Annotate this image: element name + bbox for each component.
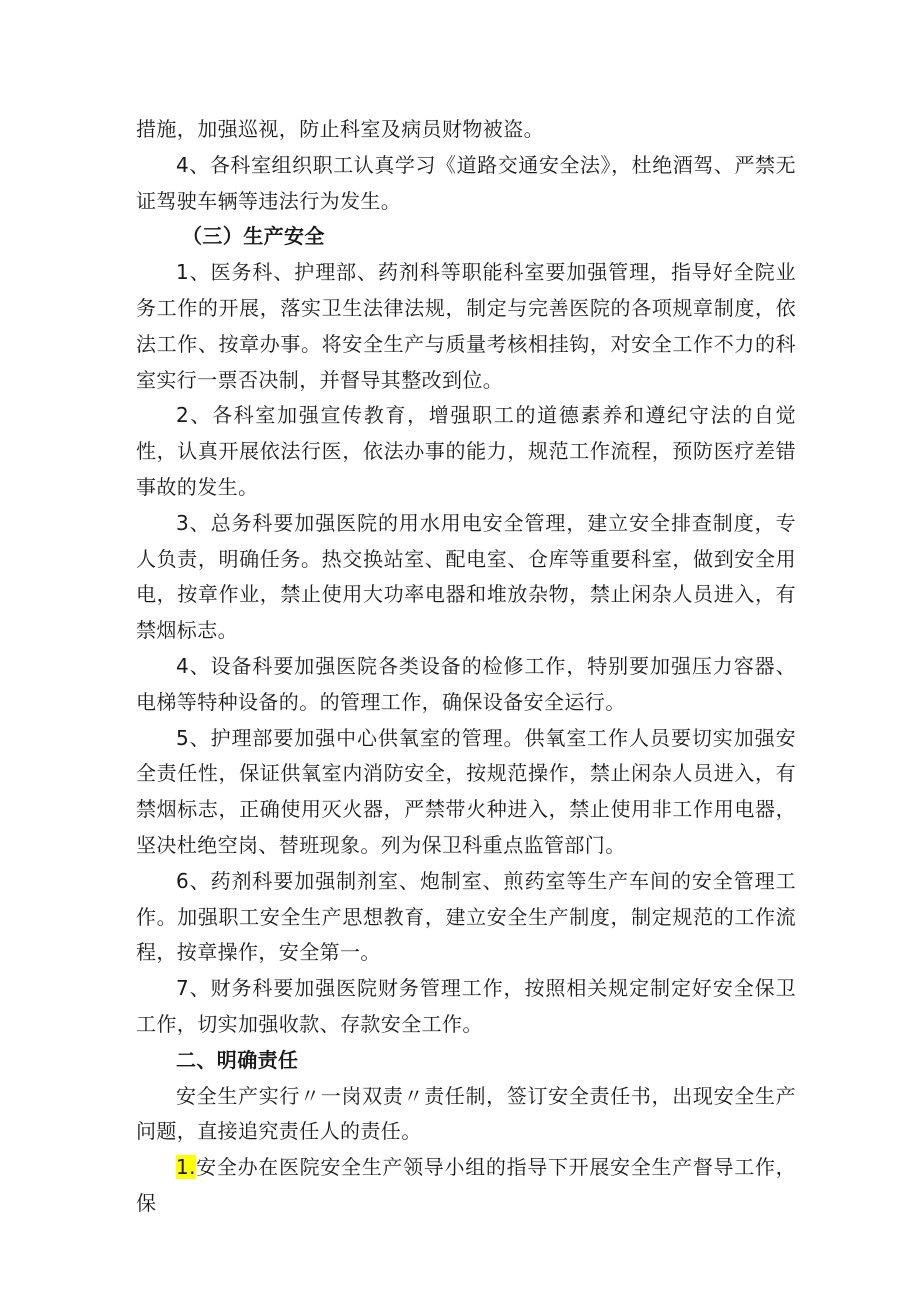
paragraph-responsibility-1: 安全生产实行〃一岗双责〃责任制，签订安全责任书，出现安全生产问题，直接追究责任人的责任。 <box>136 1083 796 1144</box>
paragraph-continuation: 措施，加强巡视，防止科室及病员财物被盗。 <box>136 117 544 141</box>
paragraph-production-7: 7、财务科要加强医院财务管理工作，按照相关规定制定好安全保卫工作，切实加强收款、存款安全工作。 <box>136 976 796 1036</box>
paragraph-production-6: 6、药剂科要加强制剂室、炮制室、煎药室等生产车间的安全管理工作。加强职工安全生产思想教育，建立安全生产制度，制定规范的工作流程，按章操作，安全第一。 <box>136 868 796 965</box>
document-body <box>136 112 796 1222</box>
paragraph-responsibility-2-text: 安全办在医院安全生产领导小组的指导下开展安全生产督导工作，保 <box>136 1155 796 1215</box>
paragraph-production-1: 1、医务科、护理部、药剂科等职能科室要加强管理，指导好全院业务工作的开展，落实卫生法律法规，制定与完善医院的各项规章制度，依法工作、按章办事。将安全生产与质量考核相挂钩，对安全工作不力的科室实行一票否决制，并督导其整改到位。 <box>136 260 796 392</box>
paragraph-responsibility-2 <box>136 1150 796 1222</box>
paragraph-production-4: 4、设备科要加强医院各类设备的检修工作，特别要加强压力容器、电梯等特种设备的。的管理工作，确保设备安全运行。 <box>136 653 796 714</box>
paragraph-production-2: 2、各科室加强宣传教育，增强职工的道德素养和遵纪守法的自觉性，认真开展依法行医，依法办事的能力，规范工作流程，预防医疗差错事故的发生。 <box>136 403 796 499</box>
heading-clarify-responsibility: 二、明确责任 <box>176 1047 299 1072</box>
highlighted-list-number: 1. <box>176 1155 196 1180</box>
paragraph-production-3: 3、总务科要加强医院的用水用电安全管理，建立安全排查制度，专人负责，明确任务。热交换站室、配电室、仓库等重要科室，做到安全用电，按章作业，禁止使用大功率电器和堆放杂物，禁止闲杂人员进入，有禁烟标志。 <box>136 510 796 643</box>
paragraph-traffic-safety: 4、各科室组织职工认真学习《道路交通安全法》，杜绝酒驾、严禁无证驾驶车辆等违法行为发生。 <box>136 152 796 213</box>
heading-production-safety: （三）生产安全 <box>182 224 325 249</box>
paragraph-production-5: 5、护理部要加强中心供氧室的管理。供氧室工作人员要切实加强安全责任性，保证供氧室内消防安全，按规范操作，禁止闲杂人员进入，有禁烟标志，正确使用灭火器，严禁带火种进入，禁止使用非工作用电器，坚决杜绝空岗、替班现象。列为保卫科重点监管部门。 <box>136 725 796 857</box>
